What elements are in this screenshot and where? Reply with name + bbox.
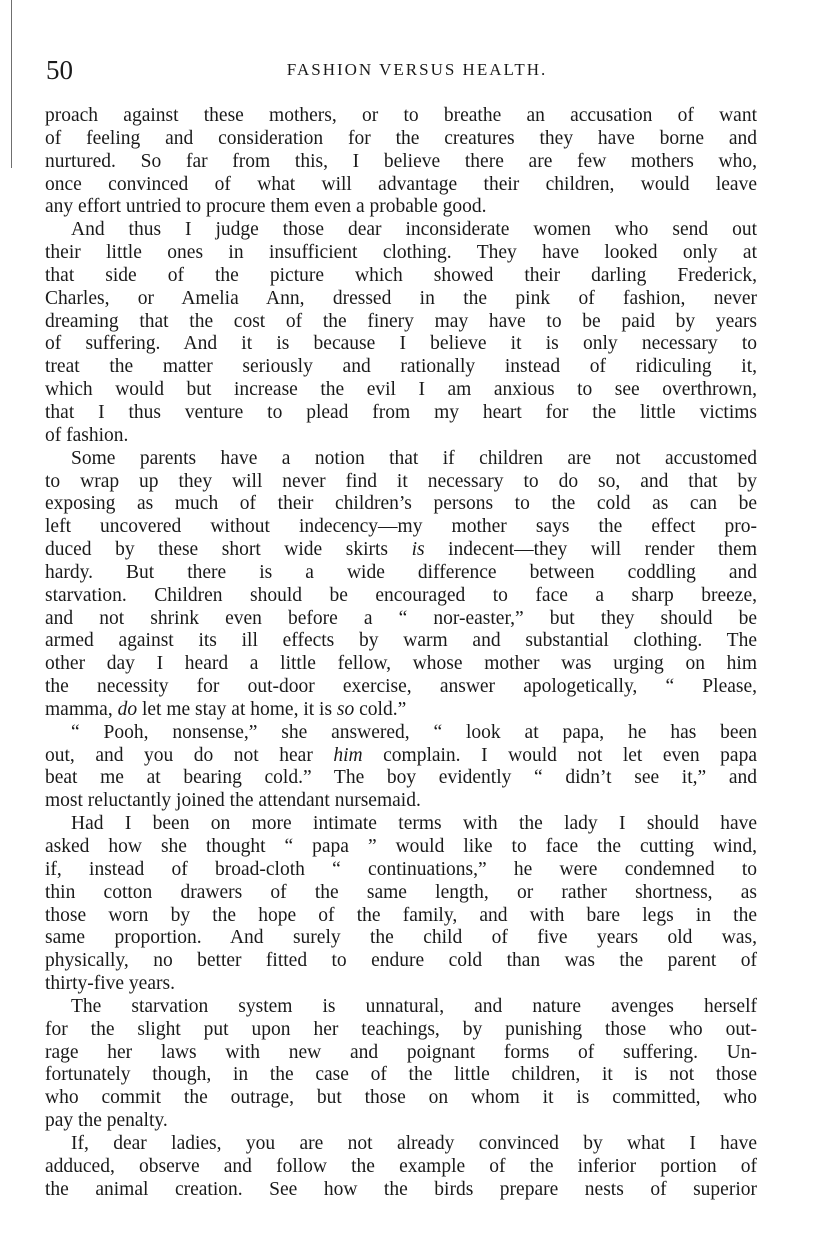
text-line: thirty-five years. — [45, 973, 175, 995]
text-line: Some parents have a notion that if children are not accustomed — [71, 447, 757, 469]
text-line: which would but increase the evil I am anxious to see overthrown, — [45, 379, 757, 401]
text-line: dreaming that the cost of the finery may have to be paid by years — [45, 310, 757, 332]
body-text — [45, 105, 757, 1202]
paragraph — [45, 813, 757, 996]
text-line: left uncovered without indecency—my mother says the effect pro- — [45, 516, 757, 538]
text-line: who commit the outrage, but those on whom it is committed, who — [45, 1087, 757, 1109]
page-number: 50 — [46, 55, 73, 85]
text-line: of suffering. And it is because I believe it is only necessary to — [45, 333, 757, 355]
text-line: Charles, or Amelia Ann, dressed in the pink of fashion, never — [45, 287, 757, 309]
running-title: FASHION VERSUS HEALTH. — [286, 60, 548, 79]
page-edge-rule — [11, 0, 12, 168]
text-line: proach against these mothers, or to breathe an accusation of want — [45, 105, 757, 126]
paragraph — [45, 1133, 757, 1202]
text-line: most reluctantly joined the attendant nursemaid. — [45, 790, 421, 812]
text-line: and not shrink even before a “ nor-easter,” but they should be — [45, 607, 757, 629]
text-line: treat the matter seriously and rationally instead of ridiculing it, — [45, 356, 757, 378]
text-line: adduced, observe and follow the example of the inferior portion of — [45, 1155, 757, 1177]
text-line: If, dear ladies, you are not already convinced by what I have — [71, 1132, 757, 1154]
text-line: once convinced of what will advantage their children, would leave — [45, 173, 757, 195]
text-line: for the slight put upon her teachings, by punishing those who out- — [45, 1018, 757, 1040]
text-line: of fashion. — [45, 424, 129, 446]
paragraph — [45, 219, 757, 447]
text-line: nurtured. So far from this, I believe there are few mothers who, — [45, 150, 757, 172]
text-line: mamma, do let me stay at home, it is so cold.” — [45, 698, 407, 720]
paragraph — [45, 996, 757, 1133]
text-line: pay the penalty. — [45, 1110, 168, 1132]
text-line: thin cotton drawers of the same length, or rather shortness, as — [45, 881, 757, 903]
text-line: those worn by the hope of the family, and with bare legs in the — [45, 904, 757, 926]
text-line: physically, no better fitted to endure cold than was the parent of — [45, 950, 757, 972]
text-line: fortunately though, in the case of the little children, it is not those — [45, 1064, 757, 1086]
text-line: hardy. But there is a wide difference between coddling and — [45, 561, 757, 583]
text-line: “ Pooh, nonsense,” she answered, “ look at papa, he has been — [71, 721, 757, 743]
paragraph — [45, 448, 757, 722]
text-line: if, instead of broad-cloth “ continuations,” he were condemned to — [45, 858, 757, 880]
text-line: starvation. Children should be encouraged to face a sharp breeze, — [45, 584, 757, 606]
text-line: other day I heard a little fellow, whose mother was urging on him — [45, 653, 757, 675]
text-line: The starvation system is unnatural, and nature avenges herself — [71, 995, 757, 1017]
text-line: rage her laws with new and poignant forms of suffering. Un- — [45, 1041, 757, 1063]
paragraph — [45, 722, 757, 813]
text-line: beat me at bearing cold.” The boy evidently “ didn’t see it,” and — [45, 767, 757, 789]
text-line: any effort untried to procure them even a probable good. — [45, 196, 487, 218]
text-line: armed against its ill effects by warm and substantial clothing. The — [45, 630, 757, 652]
text-line: asked how she thought “ papa ” would like to face the cutting wind, — [45, 836, 757, 857]
text-line: the animal creation. See how the birds prepare nests of superior — [45, 1178, 757, 1200]
page-header — [46, 52, 758, 92]
text-line: their little ones in insufficient clothing. They have looked only at — [45, 242, 757, 264]
text-line: to wrap up they will never find it necessary to do so, and that by — [45, 470, 757, 492]
text-line: that I thus venture to plead from my heart for the little victims — [45, 401, 757, 423]
text-line: And thus I judge those dear inconsiderate women who send out — [71, 219, 757, 241]
paragraph — [45, 105, 757, 219]
text-line: that side of the picture which showed their darling Frederick, — [45, 264, 757, 286]
text-line: out, and you do not hear him complain. I would not let even papa — [45, 744, 757, 766]
text-line: same proportion. And surely the child of five years old was, — [45, 927, 757, 949]
text-line: of feeling and consideration for the creatures they have borne and — [45, 127, 757, 149]
text-line: exposing as much of their children’s persons to the cold as can be — [45, 493, 757, 515]
text-line: the necessity for out-door exercise, answer apologetically, “ Please, — [45, 676, 757, 698]
text-line: duced by these short wide skirts is indecent—they will render them — [45, 539, 757, 561]
text-line: Had I been on more intimate terms with the lady I should have — [71, 813, 757, 835]
